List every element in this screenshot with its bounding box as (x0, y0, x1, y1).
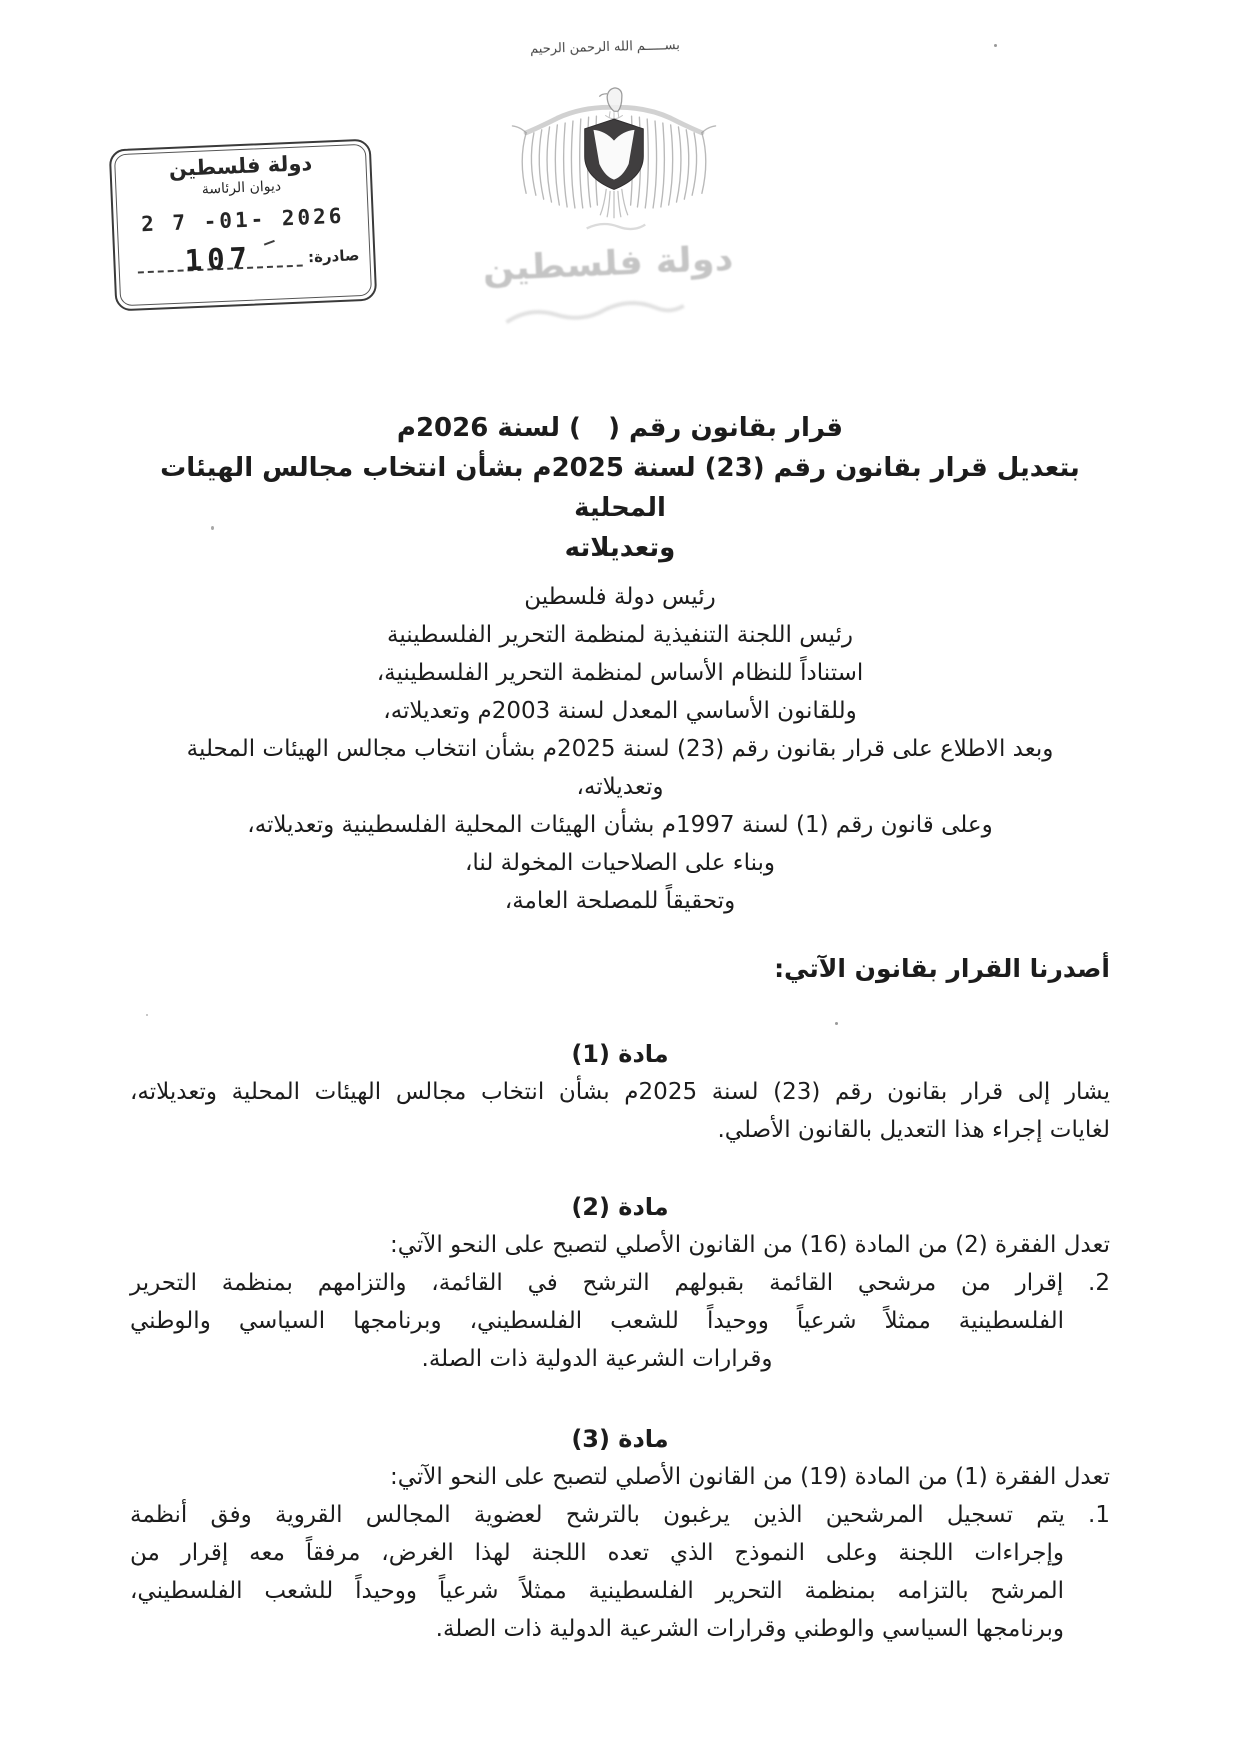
faint-signature-squiggle (499, 285, 691, 338)
decree-title (130, 408, 1110, 568)
preamble-line: وتحقيقاً للمصلحة العامة، (504, 888, 736, 914)
stamp-office-name: ديوان الرئاسة (201, 178, 282, 198)
article-3-item (130, 1496, 1110, 1648)
preamble (130, 578, 1110, 920)
registry-stamp (109, 139, 378, 312)
registry-stamp-content (111, 141, 375, 310)
stamp-dotted-line (137, 239, 303, 278)
preamble-line: وعلى قانون رقم (1) لسنة 1997م بشأن الهيئات المحلية الفلسطينية وتعديلاته، (247, 812, 993, 838)
article-3 (130, 1420, 1110, 1648)
stamp-pen-mark (261, 233, 274, 245)
preamble-line: استناداً للنظام الأساس لمنظمة التحرير الفلسطينية، (376, 660, 864, 686)
preamble-line: وللقانون الأساسي المعدل لسنة 2003م وتعديلاته، (383, 698, 857, 724)
stamp-date: 2 7 -01- 2026 (140, 203, 345, 237)
article-1-line: يشار إلى قرار بقانون رقم (23) لسنة 2025م بشأن انتخاب مجالس الهيئات المحلية وتعديلاته، (130, 1079, 1110, 1105)
article-2-item-line: وقرارات الشرعية الدولية ذات الصلة. (421, 1346, 773, 1372)
article-3-item-line: المرشح بالتزامه بمنظمة التحرير الفلسطينية ممثلاً شرعياً ووحيداً للشعب الفلسطيني، (130, 1578, 1064, 1604)
stamp-issued-label: صادرة: (307, 246, 360, 267)
decree-title-line3: وتعديلاته (564, 533, 676, 563)
preamble-line: وتعديلاته، (576, 774, 664, 800)
stamp-issue-row (129, 236, 360, 278)
article-2 (130, 1188, 1110, 1378)
article-2-heading: مادة (2) (571, 1193, 669, 1221)
preamble-line: وبناء على الصلاحيات المخولة لنا، (464, 850, 776, 876)
scan-speck (146, 1014, 148, 1016)
stamp-state-name: دولة فلسطين (168, 151, 313, 182)
palestine-eagle-emblem (496, 82, 732, 254)
eagle-emblem-graphic (496, 82, 732, 248)
faint-calligraphy-watermark: دولة فلسطين (481, 238, 735, 290)
article-1-heading: مادة (1) (571, 1040, 669, 1068)
article-3-item-line: وبرنامجها السياسي والوطني وقرارات الشرعية الدولية ذات الصلة. (435, 1616, 1064, 1642)
article-1 (130, 1035, 1110, 1149)
article-2-item-line: 2. إقرار من مرشحي القائمة بقبولهم الترشح في القائمة، والتزامهم بمنظمة التحرير (130, 1270, 1110, 1296)
article-3-item-line: 1. يتم تسجيل المرشحين الذين يرغبون بالترشح لعضوية المجالس القروية وفق أنظمة (130, 1502, 1110, 1528)
scan-speck (994, 44, 997, 47)
issuance-clause: أصدرنا القرار بقانون الآتي: (774, 954, 1110, 983)
scan-speck (835, 1022, 838, 1025)
article-3-intro: تعدل الفقرة (1) من المادة (19) من القانون الأصلي لتصبح على النحو الآتي: (389, 1464, 1110, 1490)
preamble-line: وبعد الاطلاع على قرار بقانون رقم (23) لسنة 2025م بشأن انتخاب مجالس الهيئات المحلية (186, 736, 1054, 762)
article-2-item (130, 1264, 1110, 1378)
decree-title-line1: قرار بقانون رقم ( ) لسنة 2026م (396, 413, 844, 443)
stamp-serial-number: 107 (184, 240, 253, 278)
article-2-intro: تعدل الفقرة (2) من المادة (16) من القانون الأصلي لتصبح على النحو الآتي: (389, 1232, 1110, 1258)
decree-title-line2: بتعديل قرار بقانون رقم (23) لسنة 2025م بشأن انتخاب مجالس الهيئات المحلية (160, 453, 1080, 523)
preamble-line: رئيس اللجنة التنفيذية لمنظمة التحرير الفلسطينية (386, 622, 853, 648)
article-2-item-line: الفلسطينية ممثلاً شرعياً ووحيداً للشعب الفلسطيني، وبرنامجها السياسي والوطني (130, 1308, 1064, 1334)
bismillah-calligraphy: بســـــم الله الرحمن الرحيم (529, 38, 681, 57)
article-3-heading: مادة (3) (571, 1425, 669, 1453)
preamble-line: رئيس دولة فلسطين (524, 584, 716, 610)
article-3-item-line: وإجراءات اللجنة وعلى النموذج الذي تعده اللجنة لهذا الغرض، مرفقاً معه إقرار من (130, 1540, 1064, 1566)
article-1-line: لغايات إجراء هذا التعديل بالقانون الأصلي. (717, 1117, 1110, 1143)
